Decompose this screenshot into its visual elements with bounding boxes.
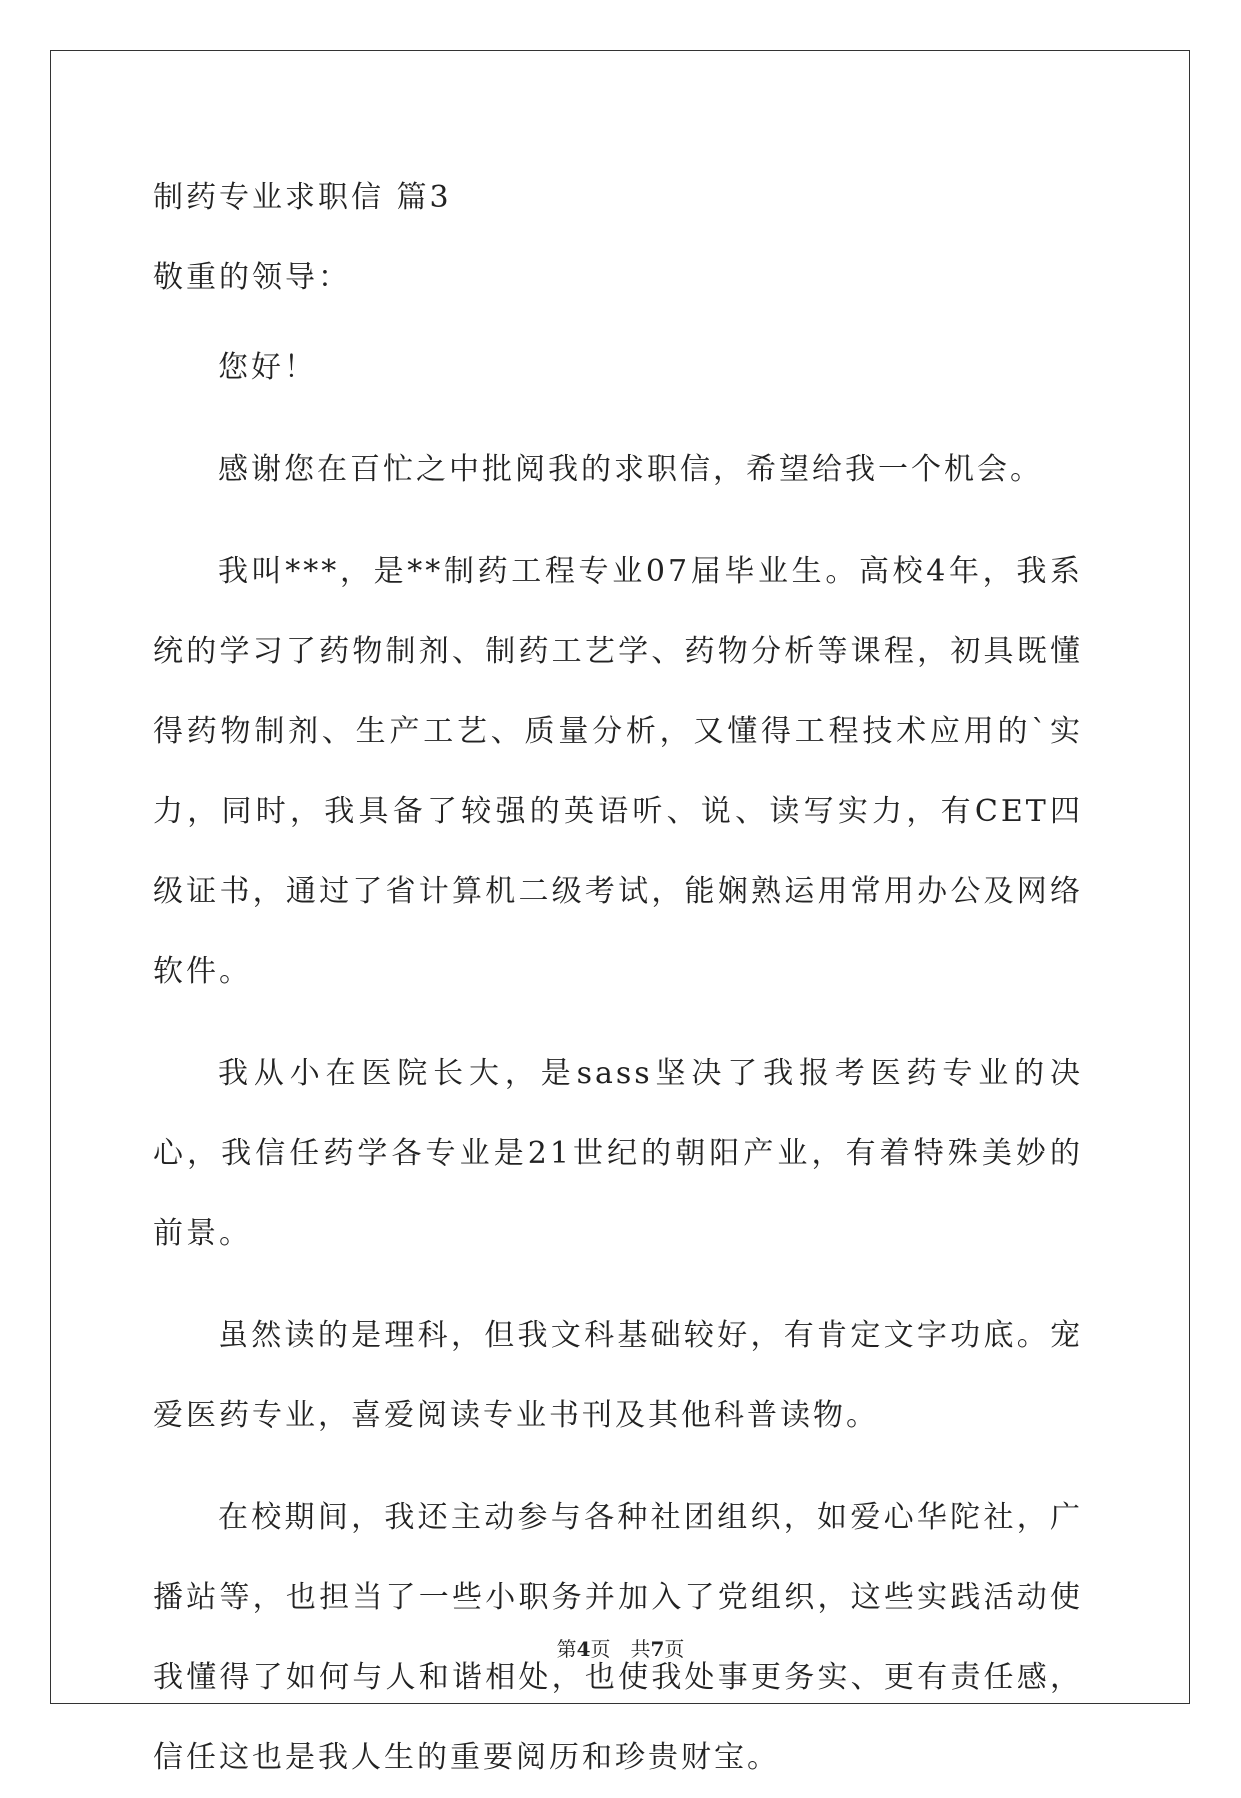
paragraph-motivation: 我从小在医院长大，是sass坚决了我报考医药专业的决心，我信任药学各专业是21世纪的朝阳产业，有着特殊美妙的前景。 [153,1056,1083,1251]
total-pages-number: 7 [650,1637,665,1661]
footer-total-suffix: 页 [664,1637,685,1661]
paragraph-thanks: 感谢您在百忙之中批阅我的求职信，希望给我一个机会。 [218,452,1043,487]
document-heading: 制药专业求职信 篇3 [153,180,452,215]
paragraph-introduction: 我叫***，是**制药工程专业07届毕业生。高校4年，我系统的学习了药物制剂、制药工艺学、药物分析等课程，初具既懂得药物制剂、生产工艺、质量分析，又懂得工程技术应用的`实力，同时，我具备了较强的英语听、说、读写实力，有CET四级证书，通过了省计算机二级考试，能娴熟运用常用办公及网络软件。 [153,554,1083,989]
document-body [153,168,1083,1798]
footer-prefix: 第 [556,1637,577,1661]
paragraph-activities: 在校期间，我还主动参与各种社团组织，如爱心华陀社，广播站等，也担当了一些小职务并加入了党组织，这些实践活动使我懂得了如何与人和谐相处，也使我处事更务实、更有责任感，信任这也是我人生的重要阅历和珍贵财宝。 [153,1500,1083,1775]
salutation: 敬重的领导： [153,260,351,295]
footer-total-prefix: 共 [630,1637,651,1661]
current-page-number: 4 [576,1637,591,1661]
page-footer [0,1633,1241,1662]
paragraph-greeting: 您好！ [218,350,317,385]
paragraph-interests: 虽然读的是理科，但我文科基础较好，有肯定文字功底。宠爱医药专业，喜爱阅读专业书刊及其他科普读物。 [153,1318,1083,1433]
footer-page-suffix: 页 [590,1637,611,1661]
